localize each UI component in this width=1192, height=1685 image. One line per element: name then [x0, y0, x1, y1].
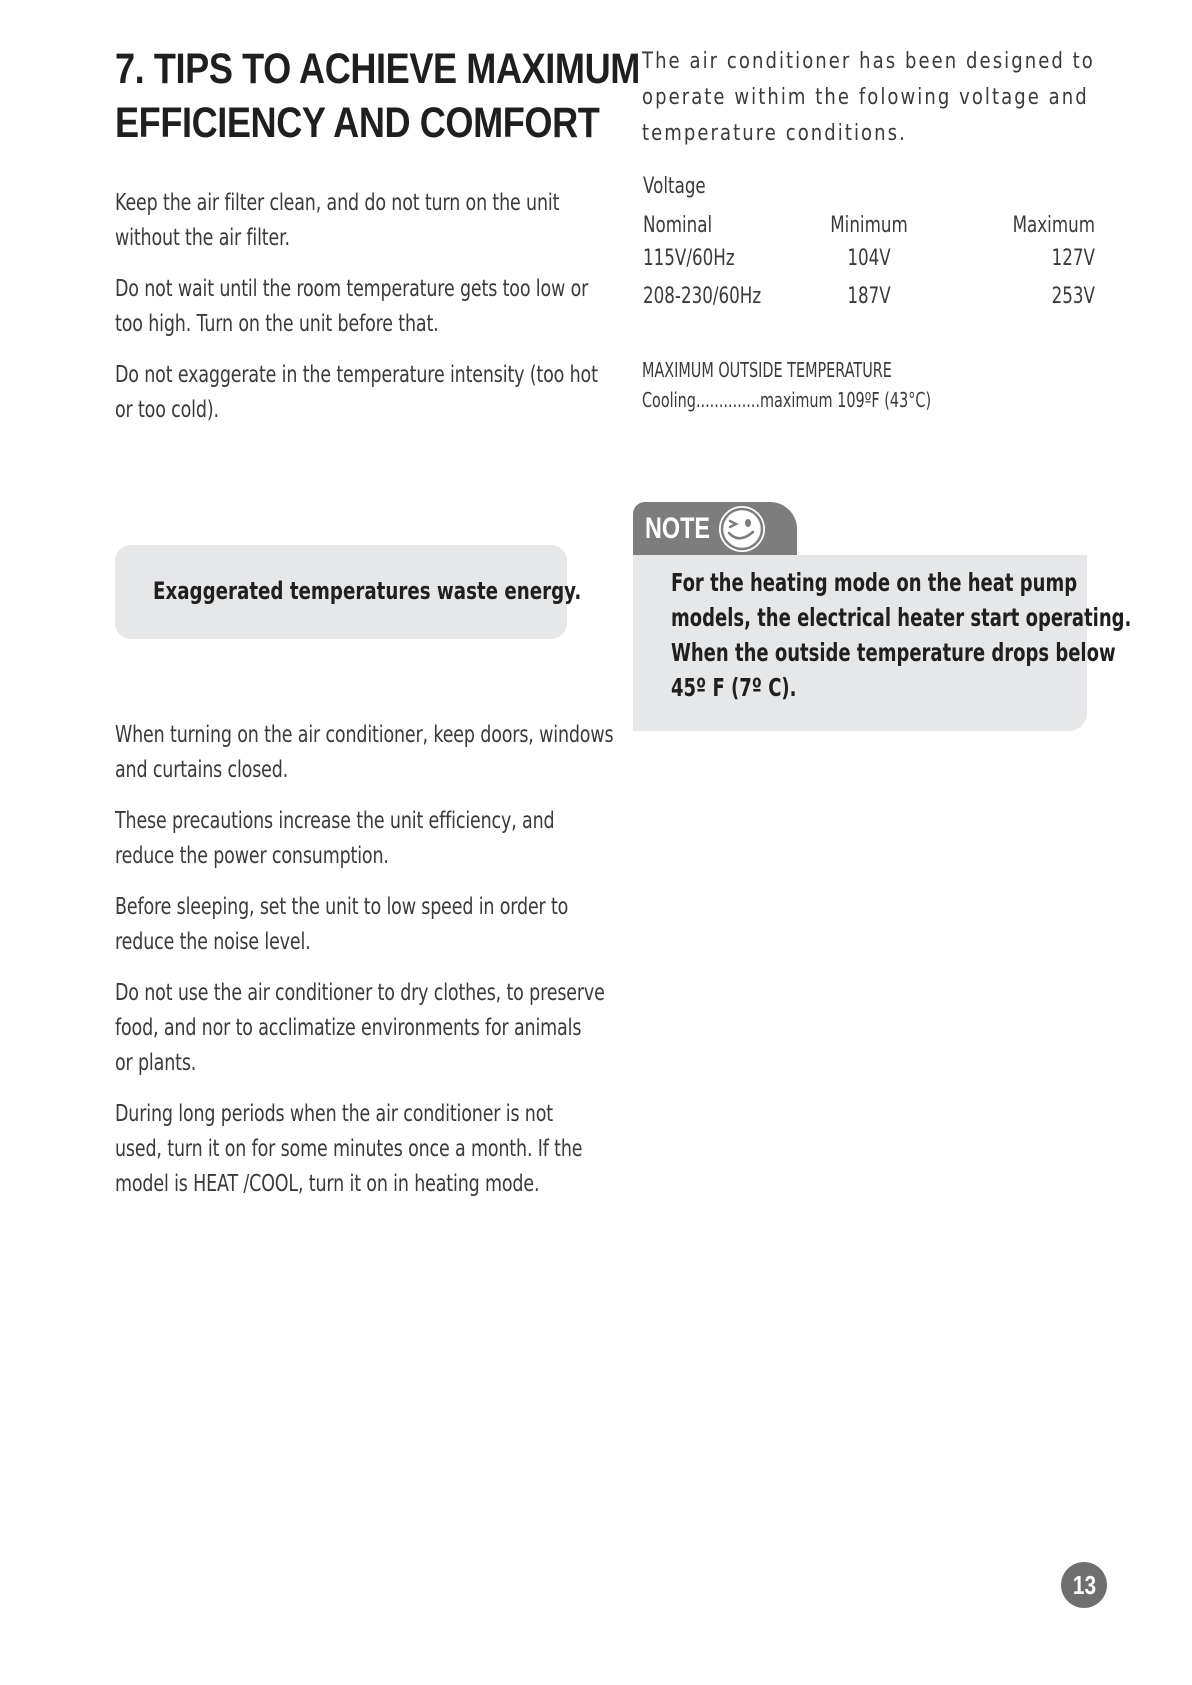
- tip-line: reduce the power consumption.: [115, 843, 389, 869]
- voltage-table-title: Voltage: [643, 174, 706, 199]
- header-maximum: Maximum: [1012, 213, 1095, 238]
- page-title-line-1: 7. TIPS TO ACHIEVE MAXIMUM: [115, 45, 640, 93]
- intro-line: The air conditioner has been designed to: [642, 49, 1095, 74]
- cooling-max-temperature: Cooling..............maximum 109ºF (43°C): [642, 388, 932, 412]
- tip-paragraph: [115, 186, 700, 256]
- tip-line: These precautions increase the unit efficiency, and: [115, 808, 555, 834]
- header-minimum: Minimum: [830, 213, 908, 238]
- tip-line: model is HEAT /COOL, turn it on in heating mode.: [115, 1171, 540, 1197]
- table-cell-maximum: 253V: [1051, 284, 1095, 309]
- outside-temperature-title: MAXIMUM OUTSIDE TEMPERATURE: [642, 358, 892, 382]
- note-line: models, the electrical heater start operating.: [671, 603, 1132, 632]
- winking-smiley-icon: [715, 502, 769, 556]
- page-number: 13: [1072, 1570, 1096, 1600]
- note-text: [671, 565, 1192, 705]
- intro-line: operate withim the folowing voltage and: [642, 85, 1089, 110]
- header-nominal: Nominal: [643, 213, 713, 238]
- note-box: [633, 555, 1132, 731]
- highlight-text: Exaggerated temperatures waste energy.: [153, 577, 582, 605]
- note-tab: [633, 502, 771, 556]
- tip-line: Do not exaggerate in the temperature intensity (too hot: [115, 362, 598, 388]
- tip-line: too high. Turn on the unit before that.: [115, 311, 439, 337]
- tip-line: used, turn it on for some minutes once a month. If the: [115, 1136, 583, 1162]
- table-cell-minimum: 187V: [847, 284, 891, 309]
- table-cell-nominal: 115V/60Hz: [643, 246, 735, 271]
- tip-line: Before sleeping, set the unit to low speed in order to: [115, 894, 569, 920]
- table-cell-minimum: 104V: [847, 246, 891, 271]
- page-number-badge: [1061, 1562, 1107, 1608]
- tip-paragraph: [115, 804, 693, 874]
- tip-line: Keep the air filter clean, and do not turn on the unit: [115, 190, 560, 216]
- tip-line: and curtains closed.: [115, 757, 289, 783]
- tip-line: without the air filter.: [115, 225, 290, 251]
- note-label: NOTE: [645, 512, 711, 545]
- tip-line: food, and nor to acclimatize environments for animals: [115, 1015, 582, 1041]
- tip-line: During long periods when the air conditioner is not: [115, 1101, 553, 1127]
- table-cell-maximum: 127V: [1051, 246, 1095, 271]
- intro-paragraph: [642, 44, 1192, 152]
- tip-paragraph: [115, 890, 711, 960]
- note-line: When the outside temperature drops below: [671, 638, 1116, 667]
- tip-line: Do not use the air conditioner to dry clothes, to preserve: [115, 980, 605, 1006]
- note-line: For the heating mode on the heat pump: [671, 568, 1078, 597]
- tip-line: or plants.: [115, 1050, 197, 1076]
- page-title-line-2: EFFICIENCY AND COMFORT: [115, 99, 600, 147]
- tip-paragraph: [115, 1097, 730, 1202]
- tip-line: Do not wait until the room temperature gets too low or: [115, 276, 589, 302]
- tip-line: When turning on the air conditioner, keep doors, windows: [115, 722, 614, 748]
- table-cell-nominal: 208-230/60Hz: [643, 284, 762, 309]
- note-line: 45º F (7º C).: [671, 673, 797, 702]
- tip-line: reduce the noise level.: [115, 929, 311, 955]
- tip-paragraph: [115, 976, 759, 1081]
- highlight-box: [115, 545, 582, 639]
- intro-line: temperature conditions.: [642, 121, 907, 146]
- tip-line: or too cold).: [115, 397, 219, 423]
